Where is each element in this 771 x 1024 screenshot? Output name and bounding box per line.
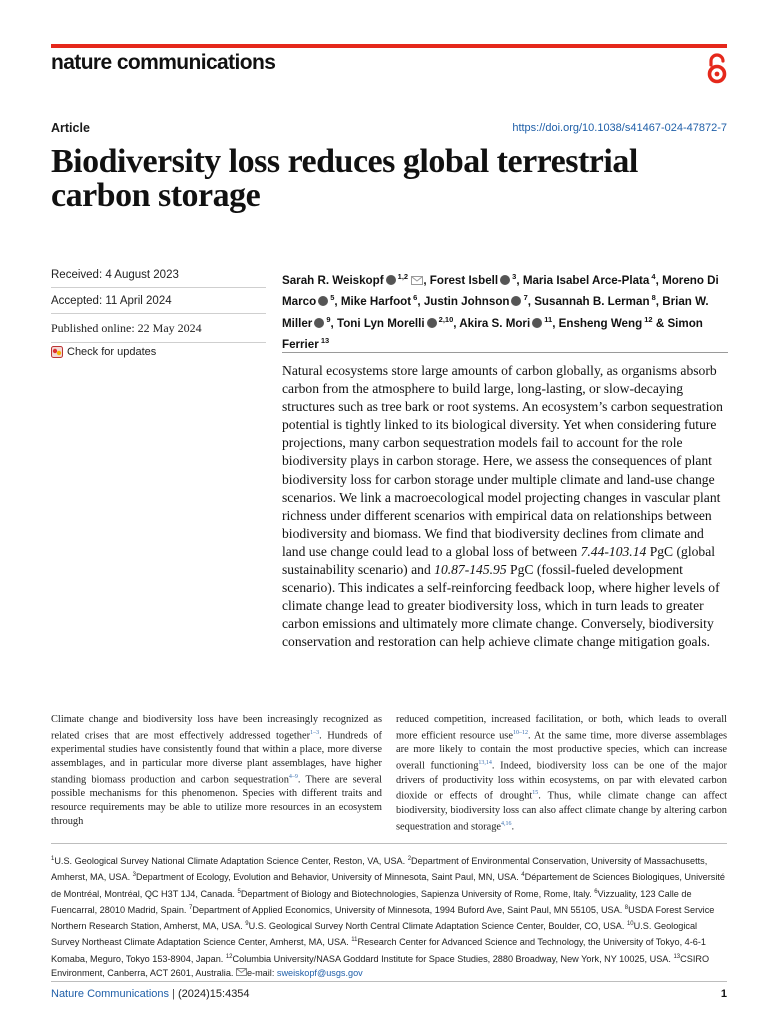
author-affiliation: 9 xyxy=(324,314,331,324)
page-number: 1 xyxy=(720,988,727,1000)
check-updates-icon xyxy=(51,346,63,358)
open-access-icon xyxy=(704,53,730,85)
affiliation-number: 11 xyxy=(351,937,358,944)
author-list: Sarah R. Weiskopf $^{1,2}$ , Forest Isbell $^3$, Maria Isabel Arce-Plata $^4$, Moreno Di Marco $^5$, Mike Harfoot $^6$, Justin Johnson $^7$, Susannah B. Lerman $^8$, Brian W. Miller $^9$, Toni Lyn Morelli $^{2,10}$, Akira S. Mori $^{11}$, Ensheng Weng $^{12}$ & Simon Ferrier $^{13}$ xyxy=(282,272,719,351)
affiliation-number: 9 xyxy=(245,921,249,927)
author[interactable] xyxy=(424,295,528,308)
affiliation-text: Department of Biology and Biotechnologies, Sapienza University of Rome, Rome, Italy. xyxy=(240,888,595,899)
author-name: Maria Isabel Arce-Plata xyxy=(522,273,650,287)
abstract-range-1: 7.44-103.14 xyxy=(580,543,647,559)
check-updates-label: Check for updates xyxy=(67,346,157,358)
author-name: Susannah B. Lerman xyxy=(534,295,650,309)
abstract-text-2: PgC (global sustainability scenario) and xyxy=(282,543,716,578)
title-line-2: carbon storage xyxy=(51,177,261,214)
orcid-icon[interactable] xyxy=(386,275,396,285)
affiliation-text: USDA Forest Service Northern Research Station, Amherst, MA, USA. xyxy=(51,904,715,932)
published-date: Published online: 22 May 2024 xyxy=(51,321,266,343)
affiliation-text: Vizzuality, 123 Calle de Fuencarral, 28010 Madrid, Spain. xyxy=(51,888,692,915)
author-name: Forest Isbell xyxy=(429,273,499,287)
author-affiliation: 7 xyxy=(521,293,528,303)
footer-separator: | xyxy=(169,988,178,1000)
author-name: Sarah R. Weiskopf xyxy=(282,273,384,287)
body-text: . There are several possible mechanisms for this phenomenon. Species with different traits and resource requirements may be able to utilize more resources in an ecosystem through xyxy=(51,774,382,828)
author[interactable] xyxy=(534,295,656,308)
affiliation-text: U.S. Geological Survey National Climate Adaptation Science Center, Reston, VA, USA. xyxy=(54,856,408,867)
footer-citation xyxy=(51,988,250,1000)
received-date: Received: 4 August 2023 xyxy=(51,269,266,288)
author-name: Mike Harfoot xyxy=(340,295,412,309)
email-label: e-mail: xyxy=(246,967,277,978)
title-line-1: Biodiversity loss reduces global terrestrial xyxy=(51,143,638,180)
body-text: . Hundreds of experimental studies have consistently found that within a place, more diverse assemblages, and in particular more diverse plant assemblages, have higher standing biomass production and carbon sequestration xyxy=(51,730,382,786)
footer-divider xyxy=(51,981,727,982)
author-affiliation: 6 xyxy=(411,293,418,303)
body-text: . Indeed, biodiversity loss can be one of the major drivers of productivity loss within ecosystems, on par with elevated carbon dioxide or effects of drought xyxy=(396,760,727,802)
reference-link[interactable]: 4–9 xyxy=(288,774,298,781)
author-affiliation: 3 xyxy=(510,272,517,281)
affiliation-text: Columbia University/NASA Goddard Institute for Space Studies, 2880 Broadway, New York, NY 10025, USA. xyxy=(232,953,674,964)
orcid-icon[interactable] xyxy=(500,275,510,285)
orcid-icon[interactable] xyxy=(427,318,437,328)
affiliations-divider xyxy=(51,843,727,844)
author-name: Brian W. Miller xyxy=(282,295,709,330)
author-affiliation: 1,2 xyxy=(395,272,409,281)
author-affiliation: 12 xyxy=(642,314,653,324)
author[interactable] xyxy=(337,314,454,330)
author-name: Akira S. Mori xyxy=(459,316,531,330)
footer-volume: (2024)15:4354 xyxy=(177,988,250,1000)
affiliation-number: 13 xyxy=(673,953,681,960)
body-text: . At the same time, more diverse assemblages are more likely to contain the most productive species, which can increase overall functioning xyxy=(396,730,728,772)
affiliation-number: 10 xyxy=(626,921,634,927)
check-for-updates-button[interactable] xyxy=(51,346,156,358)
author-affiliation: 11 xyxy=(542,314,553,324)
abstract xyxy=(282,362,728,652)
author-affiliation: 8 xyxy=(649,293,656,303)
affiliation-text: Department of Applied Economics, University of Minnesota, 1994 Buford Ave, Saint Paul, MN 55105, USA. xyxy=(192,904,625,915)
abstract-range-2: 10.87-145.95 xyxy=(434,562,507,578)
affiliation-number: 5 xyxy=(237,888,241,895)
header-accent-bar xyxy=(51,44,727,48)
author-name: Justin Johnson xyxy=(423,295,510,309)
affiliation-text: Research Center for Advanced Science and Technology, the University of Tokyo, 4-6-1 Komaba, Meguro, Tokyo 153-8904, Japan. xyxy=(51,937,706,964)
author[interactable] xyxy=(282,274,423,287)
affiliation-number: 6 xyxy=(594,888,598,895)
author[interactable] xyxy=(558,314,653,330)
affiliation-text: Department of Environmental Conservation, University of Massachusetts, Amherst, MA, USA. xyxy=(51,856,708,883)
article-type-label: Article xyxy=(51,121,90,135)
affiliation-number: 3 xyxy=(132,872,136,879)
body-column-2 xyxy=(396,713,727,834)
affiliation-text: Department of Ecology, Evolution and Behavior, University of Minnesota, Saint Paul, MN, USA. xyxy=(135,872,522,883)
author-name: Toni Lyn Morelli xyxy=(337,316,425,330)
affiliation-text: CSIRO Environment, Canberra, ACT 2601, Australia. xyxy=(51,953,710,978)
reference-link[interactable]: 1–3 xyxy=(310,729,320,736)
reference-link[interactable]: 13,14 xyxy=(478,760,492,767)
orcid-icon[interactable] xyxy=(318,296,328,306)
email-icon xyxy=(236,968,247,976)
author-affiliation: 4 xyxy=(649,272,656,281)
author[interactable] xyxy=(341,295,417,308)
author-affiliation: 5 xyxy=(328,293,335,303)
affiliation-number: 2 xyxy=(407,856,412,862)
body-text: . Thus, while climate change can affect biodiversity, biodiversity loss can also affect climate change by altering carbon sequestration and storage xyxy=(396,790,727,833)
affiliation-text: Département de Sciences Biologiques, Université de Montréal, Montréal, QC H3T 1J4, Canada. xyxy=(51,872,725,899)
orcid-icon[interactable] xyxy=(314,318,324,328)
affiliation-text: U.S. Geological Survey Northeast Climate Adaptation Science Center, Amherst, MA, USA. xyxy=(51,921,698,948)
reference-link[interactable]: 10–12 xyxy=(512,729,528,736)
accepted-date: Accepted: 11 April 2024 xyxy=(51,295,266,314)
affiliation-number: 12 xyxy=(225,953,233,960)
journal-logo[interactable]: nature communications xyxy=(51,51,276,74)
abstract-text-1: Natural ecosystems store large amounts of carbon globally, as organisms absorb carbon from the atmosphere to build large, long-lasting, or slow-decaying structures such as tree bark or root systems. An ecosystem’s carbon sequestration potential is tightly linked to its biological diversity. Yet when considering future projections, many carbon sequestration models fail to account for the role biodiversity plays in carbon storage. Here, we assess the consequences of plant biodiversity loss for carbon storage under multiple climate and land-use change scenarios. We link a macroecological model projecting changes in vascular plant richness under different scenarios with empirical data on relationships between biodiversity and biomass. We find that biodiversity declines from climate and land use change could lead to a global loss of between xyxy=(282,363,723,559)
footer-journal-link[interactable]: Nature Communications xyxy=(51,988,169,1000)
author[interactable] xyxy=(430,274,517,287)
reference-link[interactable]: 4,16 xyxy=(501,820,512,827)
email-link[interactable]: sweiskopf@usgs.gov xyxy=(276,967,363,978)
abstract-text-3: PgC (fossil-fueled development scenario). This indicates a self-reinforcing feedback loop, where higher levels of climate change lead to greater biodiversity loss, which in turn leads to greater carbon emissions and ultimately more climate change. Conversely, biodiversity conservation and restoration can help achieve climate change mitigation goals. xyxy=(282,562,720,650)
email-icon[interactable] xyxy=(411,276,423,285)
author-name: Simon Ferrier xyxy=(282,316,703,351)
affiliation-number: 8 xyxy=(624,904,629,911)
reference-link[interactable]: 15 xyxy=(532,790,539,797)
author-affiliation: 2,10 xyxy=(436,314,454,324)
author-affiliation: 13 xyxy=(318,336,330,346)
orcid-icon[interactable] xyxy=(532,318,542,328)
body-text: Climate change and biodiversity loss have been increasingly recognized as related crises that are most effectively addressed together xyxy=(51,714,382,742)
affiliation-number: 4 xyxy=(521,872,525,879)
affiliation-number: 7 xyxy=(188,904,193,911)
affiliation-text: U.S. Geological Survey North Central Climate Adaptation Science Center, Boulder, CO, USA. xyxy=(248,921,627,932)
affiliation-number: 1 xyxy=(51,856,55,862)
author[interactable] xyxy=(523,274,656,287)
page-title xyxy=(51,145,731,213)
author-name: Ensheng Weng xyxy=(558,316,643,330)
affiliations xyxy=(51,852,727,980)
doi-link[interactable]: https://doi.org/10.1038/s41467-024-47872-7 xyxy=(512,122,727,134)
author-name: Moreno Di Marco xyxy=(282,273,719,309)
abstract-divider xyxy=(282,352,728,353)
body-text: . xyxy=(511,821,515,833)
orcid-icon[interactable] xyxy=(511,296,521,306)
author[interactable] xyxy=(459,314,553,330)
body-text: reduced competition, increased facilitation, or both, which leads to overall more efficient resource use xyxy=(396,714,727,742)
body-column-1 xyxy=(51,713,382,829)
